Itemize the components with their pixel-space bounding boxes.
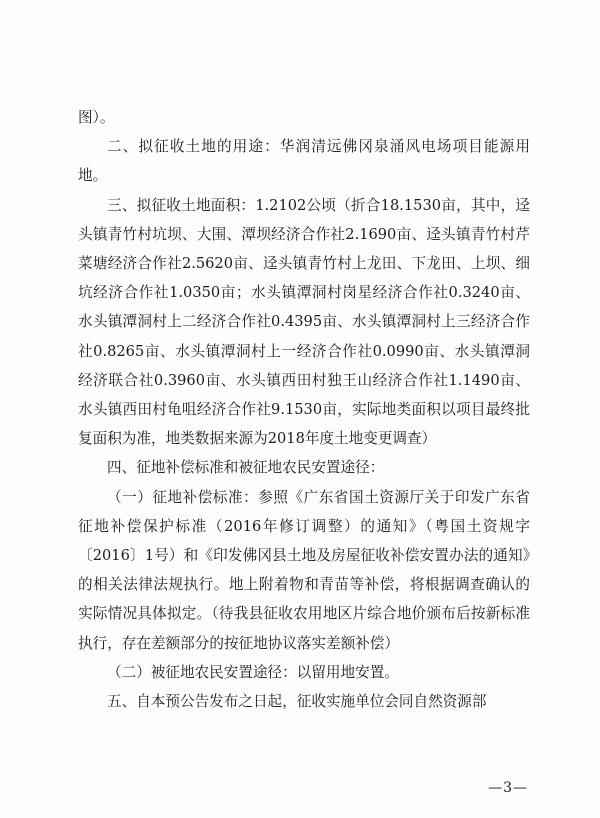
paragraph-section-five: 五、自本预公告发布之日起，征收实施单位会同自然资源部 [107, 693, 487, 711]
paragraph-land-area: 三、拟征收土地面积：1.2102公顷（折合18.1530亩，其中，迳头镇青竹村坑坝、大围、潭坝经济合作社2.1690亩、迳头镇青竹村芹菜塘经济合作社2.5620亩、迳头镇青竹村上龙田、下龙田、上坝、细坑经济合作社1.0350亩；水头镇潭洞村岗星经济合作社0.3240亩、水头镇潭洞村上二经济合作社0.4395亩、水头镇潭洞村上三经济合作社0.8265亩、水头镇潭洞村上一经济合作社0.0990亩、水头镇潭洞经济联合社0.3960亩、水头镇西田村独王山经济合作社1.1490亩、水头镇西田村龟咀经济合作社9.1530亩，实际地类面积以项目最终批复面积为准，地类数据来源为2018年度土地变更调查） [78, 196, 530, 448]
paragraph-compensation-standard: （一）征地补偿标准：参照《广东省国土资源厅关于印发广东省征地补偿保护标准（2016年修订调整）的通知》（粤国土资规字〔2016〕1号）和《印发佛冈县土地及房屋征收补偿安置办法的通知》的相关法律法规执行。地上附着物和青苗等补偿，将根据调查确认的实际情况具体拟定。（待我县征收农用地区片综合地价颁布后按新标准执行，存在差额部分的按征地协议落实差额补偿） [78, 488, 530, 652]
paragraph-compensation-heading: 四、征地补偿标准和被征地农民安置途径： [107, 459, 385, 477]
paragraph-continuation: 图）。 [78, 109, 115, 126]
paragraph-resettlement: （二）被征地农民安置途径：以留用地安置。 [107, 663, 399, 681]
page-number: —3— [488, 780, 528, 796]
document-body [78, 103, 530, 716]
paragraph-land-use: 二、拟征收土地的用途：华润清远佛冈泉涌风电场项目能源用地。 [78, 138, 530, 185]
